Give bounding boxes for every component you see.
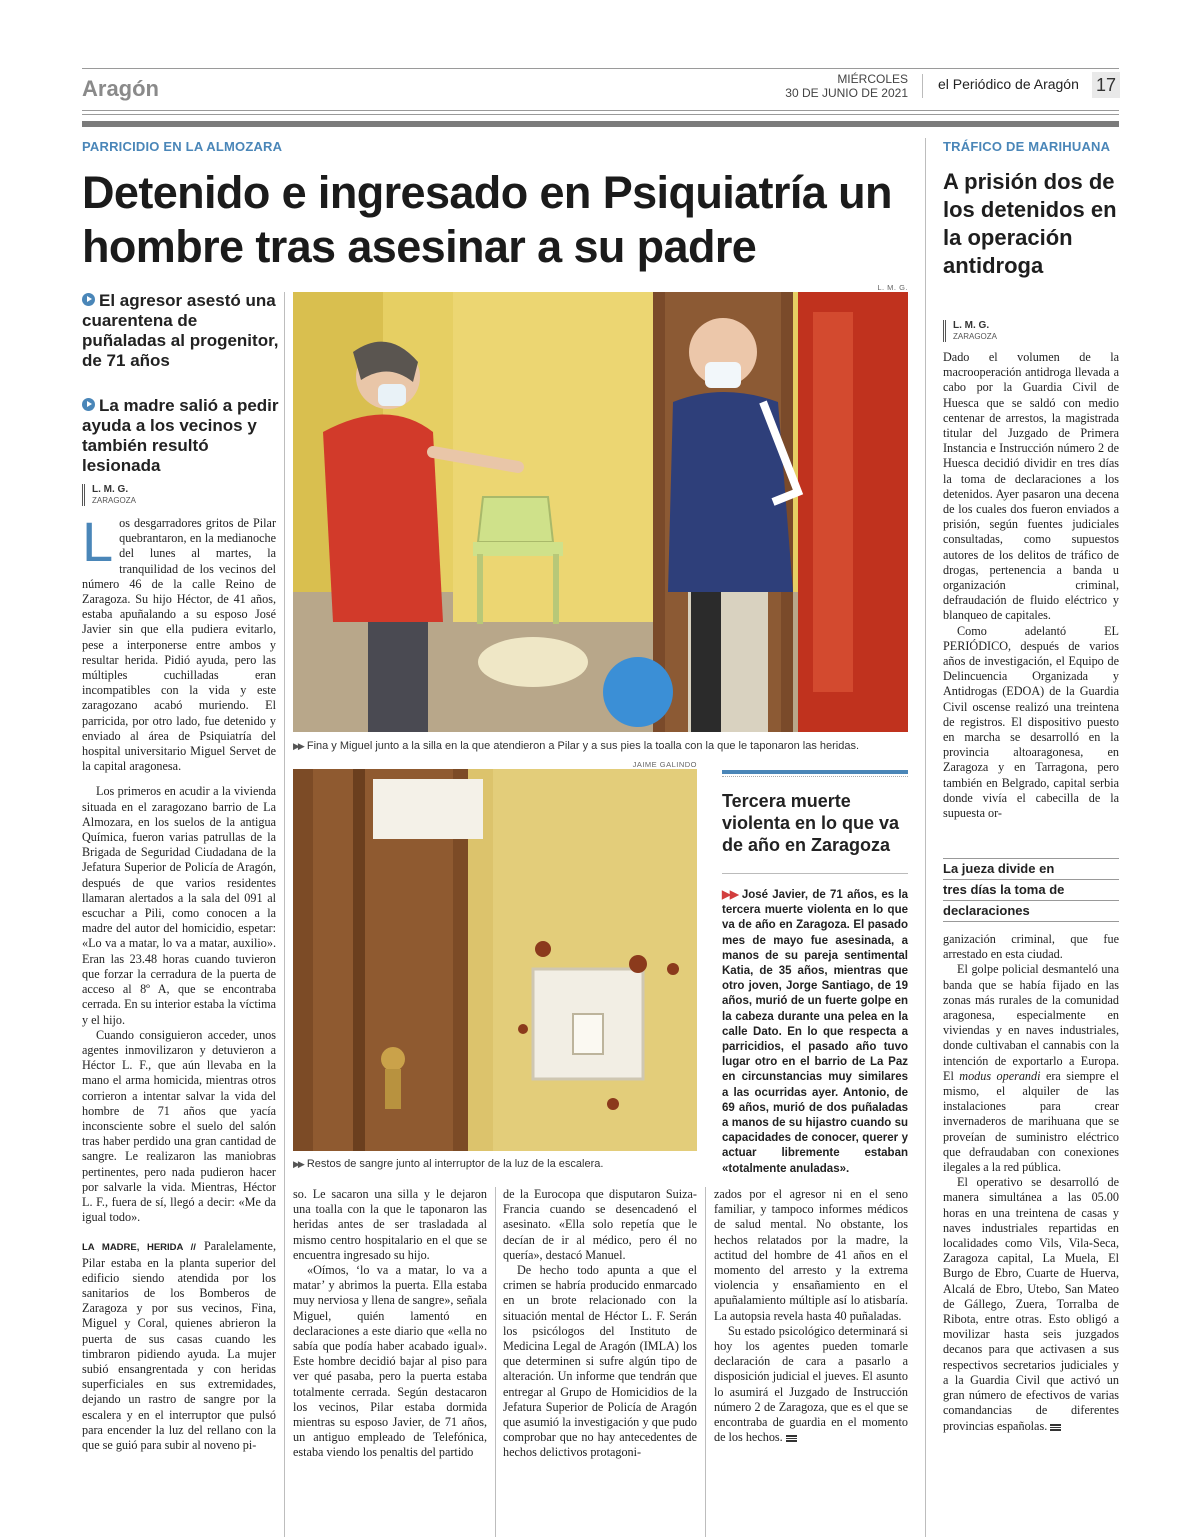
- main-kicker: PARRICIDIO EN LA ALMOZARA: [82, 139, 283, 154]
- section-name: Aragón: [82, 76, 159, 101]
- photo2-illustration: [293, 769, 697, 1151]
- issue-date: [760, 72, 908, 100]
- drop-cap: L: [82, 510, 114, 573]
- right-body-1: Dado el volumen de la macrooperación antidroga llevada a cabo por la Guardia Civil de Huesca que se saldó con medio centenar de arrestos, la magistrada titular del Juzgado de Primera Instancia e Instrucción número 2 de Huesca decidió dividir en tres días la toma de declaraciones a los detenidos. Ayer pasaron una decena de los cuales dos fueron enviados a prisión, según fuentes judiciales consultadas, como supuestos autores de los delitos de tráfico de drogas, pertenencia a banda u organización criminal, defraudación de fluido eléctrico y blanqueo de capitales. Como adelantó EL PERIÓDICO, después de varios años de investigación, el Equipo de Delincuencia Organizada y Antidrogas (EDOA) de la Guardia Civil oscense realizó una treintena de registros. El dispositivo puesto en marcha se desarrolló en la provincia altoaragonesa, en Zaragoza y en Tarragona, pero también en Belgrado, capital serbia donde vivía el cabecilla de la supuesta or-: [943, 350, 1119, 821]
- right-kicker: TRÁFICO DE MARIHUANA: [943, 139, 1111, 154]
- column-divider: [284, 292, 285, 1537]
- photo1-credit: L. M. G.: [877, 283, 908, 292]
- right-column-divider: [925, 138, 926, 1537]
- date: 30 DE JUNIO DE 2021: [785, 86, 908, 100]
- right-byline: [943, 320, 997, 342]
- photo-neighbours: [293, 292, 908, 732]
- play-arrow-icon: [82, 398, 95, 411]
- byline-place: ZARAGOZA: [953, 332, 998, 341]
- photo-light-switch: [293, 769, 697, 1151]
- main-byline: [82, 484, 136, 506]
- byline-name: L. M. G.: [92, 484, 129, 495]
- sidebar-title-rule: [722, 873, 908, 874]
- caption-arrows-icon: ▶▶: [293, 741, 303, 751]
- sidebar-arrows-icon: ▶▶: [722, 889, 738, 901]
- byline-name: L. M. G.: [953, 320, 990, 331]
- header-top-rule: [82, 68, 1119, 69]
- sidebar-top-rule: [722, 770, 908, 774]
- photo2-credit: JAIME GALINDO: [632, 760, 697, 769]
- photo1-caption: ▶▶ Fina y Miguel junto a la silla en la que atendieron a Pilar y a sus pies la toalla con la que le taponaron las heridas.: [293, 740, 860, 752]
- play-arrow-icon: [82, 293, 95, 306]
- body-column-1: Los desgarradores gritos de Pilar quebrantaron, en la medianoche del lunes al martes, la tranquilidad de los vecinos del número 46 de la calle Reino de Zaragoza. Su hijo Héctor, de 41 años, estaba apuñalando a su esposo José Javier sin que ella pudiera evitarlo, pese a interponerse entre ambos y resultar herida. Pidió ayuda, pero las múltiples cuchilladas eran incompatibles con la vida y este zaragozano acabó muriendo. El parricida, por otro lado, fue detenido y enviado al área de Psiquiatría del hospital universitario Miguel Servet de la capital aragonesa. Los primeros en acudir a la vivienda situada en el zaragozano barrio de La Almozara, en los suelos de la antigua Química, fueron varias patrullas de la Brigada de Seguridad Ciudadana de la Jefatura Superior de Policía de Aragón, después de que varios residentes llamaran alertados a la sala del 091 al escuchar a Pili, como conocen a la madre del autor del homicidio, espetar: «Lo va a matar, lo va a matar, auxilio». Eran las 23.48 horas cuando tuvieron que forzar la cerradura de la puerta de acceso al 8º A, que se encontraba cerrada. En su interior estaba la víctima y el hijo. Cuando consiguieron acceder, unos agentes inmovilizaron y detuvieron a Héctor L. F., que aún llevaba en la mano el arma homicida, mientras otros corrieron a intentar salvar la vida del hombre de 71 años que yacía inconsciente sobre el suelo del salón tras haber perdido una gran cantidad de sangre. Le realizaron las maniobras pertinentes, pero nada pudieron hacer por salvarle la vida. Mientras, Héctor L. F., fuera de sí, llegó a decir: «Me da igual todo». LA MADRE, HERIDA // Paralelamente, Pilar estaba en la planta superior del edificio siendo atendida por los sanitarios de los Bomberos de Zaragoza y por sus vecinos, Fina, Miguel y Coral, quienes abrieron la puerta de sus casas cuando les timbraron pidiendo ayuda. La mujer subió ensangrentada y con heridas superficiales en sus extremidades, dejando un rastro de sangre por la escalera y en el interruptor que pulsó para encender la luz del rellano con la que se guió para subir al noveno pi-: [82, 510, 277, 1452]
- photo2-caption: ▶▶ Restos de sangre junto al interruptor de la luz de la escalera.: [293, 1158, 604, 1170]
- column-divider: [495, 1187, 496, 1537]
- section-bar: [82, 121, 1119, 127]
- weekday: MIÉRCOLES: [837, 72, 908, 86]
- byline-place: ZARAGOZA: [92, 496, 137, 505]
- end-mark-icon: [786, 1435, 797, 1442]
- column-divider: [705, 1187, 706, 1537]
- body-column-2: so. Le sacaron una silla y le dejaron una toalla con la que le taponaron las heridas antes de ser trasladada al mismo centro hospitalario en el que se encuentra ingresado su hijo. «Oímos, ‘lo va a matar, lo va a matar’ y abrimos la puerta. Ella estaba muy nerviosa y llena de sangre», señala Miguel, quién lamentó en declaraciones a este diario que «ella no sabía que podía haber acabado igual». Este hombre decidió bajar al piso para ver qué pasaba, pero la puerta estaba totalmente cerrada. Según destacaron los vecinos, Pilar estaba dormida mientras su esposo Javier, de 71 años, un antiguo empleado de Telefónica, estaba viendo los penaltis del partido: [293, 1187, 487, 1460]
- pull-quote: La jueza divide en tres días la toma de declaraciones: [943, 858, 1119, 922]
- subhead-1: El agresor asestó una cuarentena de puñaladas al progenitor, de 71 años: [82, 291, 279, 370]
- end-mark-icon: [1050, 1424, 1061, 1431]
- subhead-2: La madre salió a pedir ayuda a los vecinos y también resultó lesionada: [82, 396, 279, 475]
- right-headline: A prisión dos de los detenidos en la operación antidroga: [943, 169, 1117, 278]
- body-column-4: zados por el agresor ni en el seno familiar, y tampoco informes médicos de salud mental. No obstante, los hechos relatados por la madre, la actitud del hombre de 41 años en el momento del arresto y la extrema violencia y ensañamiento en el apuñalamiento múltiple así lo atisbaría. La autopsia revela hasta 40 puñaladas. Su estado psicológico determinará si hoy los agentes pueden tomarle declaración de cara a pasarlo a disposición judicial el jueves. El asunto lo asumirá el Juzgado de Instrucción número 2 de Zaragoza, que es el que se encontraba de guardia en el momento de los hechos.: [714, 1187, 908, 1445]
- right-body-2: ganización criminal, que fue arrestado en esta ciudad. El golpe policial desmanteló una banda que se había fijado en las zonas más rurales de la comunidad aragonesa, especialmente en viviendas y en naves industriales, donde cultivaban el cannabis con la intención de exportarlo a Europa. El modus operandi era siempre el mismo, el alquiler de las instalaciones para crear invernaderos de marihuana que se proveían de suministro eléctrico que defraudaban con conexiones ilegales a la red pública. El operativo se desarrolló de manera simultánea a las 05.00 horas en una treintena de casas y naves industriales repartidas en localidades como Vils, Vila-Seca, Zaragoza capital, La Muela, El Burgo de Ebro, Cuarte de Huerva, Alcalá de Ebro, Utebo, San Mateo de Gállego, Zuera, Torralba de Ribota, entre otras. Esto obligó a movilizar hasta seis juzgados decanos para que activasen a sus respectivos secretarios judiciales y a la Guardia Civil que activó un gran número de efectivos de varias comandancias de diferentes provincias españolas.: [943, 932, 1120, 1433]
- main-headline: Detenido e ingresado en Psiquiatría un hombre tras asesinar a su padre: [82, 167, 892, 272]
- header-divider: [922, 74, 923, 98]
- header-bottom-rule: [82, 110, 1119, 111]
- caption-arrows-icon: ▶▶: [293, 1159, 303, 1169]
- photo1-illustration: [293, 292, 908, 732]
- sidebar-text: ▶▶ José Javier, de 71 años, es la tercera muerte violenta en lo que va de año en Zaragoza. El pasado mes de mayo fue asesinada, a manos de su pareja sentimental Katia, de 35 años, mientras que otro joven, Jorge Santiago, de 19 años, murió de un fuerte golpe en la cabeza durante una pelea en la calle Dato. En lo que respecta a parricidios, el pasado año tuvo lugar otro en el barrio de La Paz en circunstancias muy similares a las ocurridas ayer. Antonio, de 69 años, murió de dos puñaladas a manos de su hijastro cuando su capacidades de conocer, querer y actuar libremente estaban «totalmente anuladas».: [722, 889, 908, 1175]
- sidebar-dotted-rule: [722, 776, 908, 777]
- lead-in: LA MADRE, HERIDA //: [82, 1242, 196, 1254]
- page-number: 17: [1092, 72, 1120, 98]
- body-column-3: de la Eurocopa que disputaron Suiza-Francia cuando se desencadenó el asesinato. «Ella solo repetía que le decían de ir al médico, pero él no quería», destacó Manuel. De hecho todo apunta a que el crimen se habría producido enmarcado en un brote relacionado con la situación mental de Héctor L. F. Serán los psicólogos del Instituto de Medicina Legal de Aragón (IMLA) los que determinen si sufre algún tipo de alteración. Un informe que tendrán que entregar al Grupo de Homicidios de la Jefatura Superior de Policía de Aragón que asumió la investigación y que pudo comprobar que no hay antecedentes de hechos delictivos protagoni-: [503, 1187, 697, 1460]
- sidebar-title: Tercera muerte violenta en lo que va de año en Zaragoza: [722, 791, 900, 855]
- header-bottom-rule-2: [82, 114, 1119, 115]
- masthead: el Periódico de Aragón: [938, 76, 1079, 92]
